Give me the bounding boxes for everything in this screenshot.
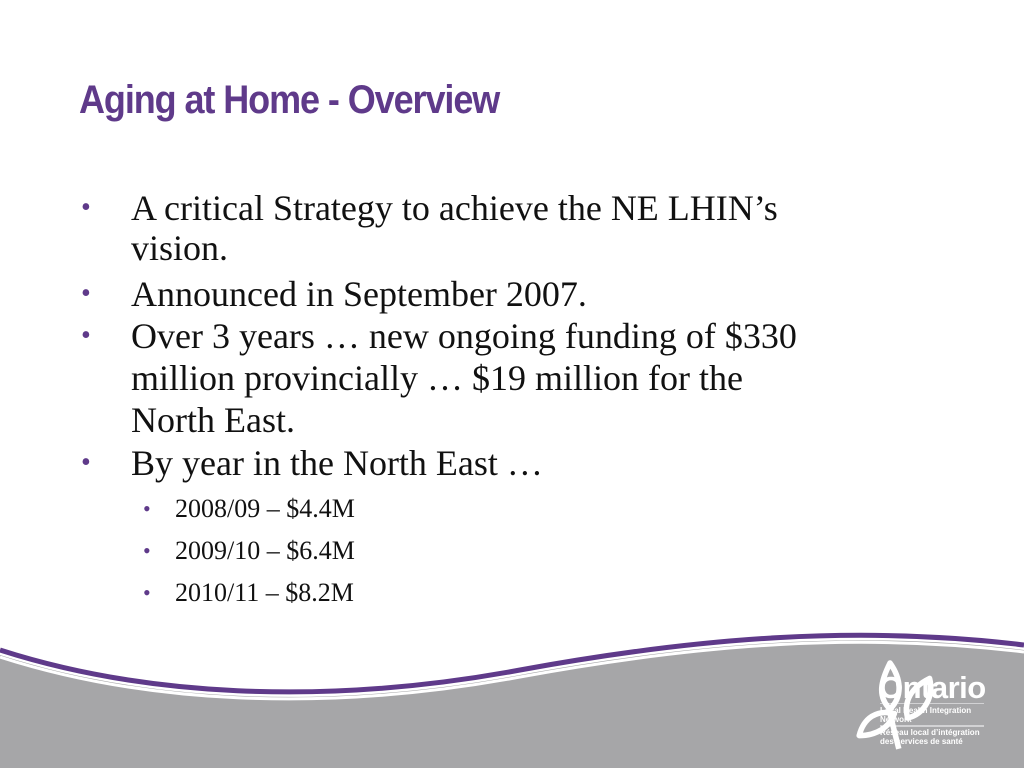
bullet-text: vision. — [131, 228, 229, 268]
sub-bullet-marker: • — [143, 496, 151, 521]
sub-bullet-text: 2009/10 – $6.4M — [175, 536, 355, 565]
bullet-continuation — [131, 228, 228, 268]
sub-bullet-marker: • — [143, 538, 151, 563]
bullet-text: million provincially … $19 million for the — [131, 358, 743, 398]
bullet-item — [81, 443, 543, 483]
sub-bullet-item — [143, 494, 355, 524]
bullet-marker: • — [81, 320, 91, 351]
slide-title: Aging at Home - Overview — [79, 78, 500, 122]
bullet-continuation — [131, 358, 743, 398]
bullet-text: By year in the North East … — [131, 443, 543, 483]
logo-subtitle-line: Local Health Integration — [880, 706, 972, 715]
bullet-text: North East. — [131, 400, 295, 440]
ontario-wordmark: Ontario — [879, 670, 986, 705]
bullet-text: A critical Strategy to achieve the NE LHIN’s — [131, 188, 778, 228]
logo-divider-lines — [880, 703, 984, 733]
bullet-item — [81, 188, 778, 228]
bullet-continuation — [131, 400, 295, 440]
bullet-item — [81, 274, 587, 314]
logo-subtitle-line: Network — [880, 715, 912, 724]
bullet-text: Over 3 years … new ongoing funding of $330 — [131, 316, 797, 356]
sub-bullet-item — [143, 536, 355, 566]
sub-bullet-text: 2010/11 – $8.2M — [175, 578, 354, 607]
sub-bullet-marker: • — [143, 580, 151, 605]
bullet-item — [81, 316, 797, 356]
logo-subtitle-line: des services de santé — [880, 737, 963, 746]
sub-bullet-text: 2008/09 – $4.4M — [175, 494, 355, 523]
bullet-marker: • — [81, 278, 91, 309]
bullet-marker: • — [81, 447, 91, 478]
bullet-text: Announced in September 2007. — [131, 274, 587, 314]
logo-subtitle-line: Réseau local d’intégration — [880, 728, 980, 737]
bullet-marker: • — [81, 192, 91, 223]
